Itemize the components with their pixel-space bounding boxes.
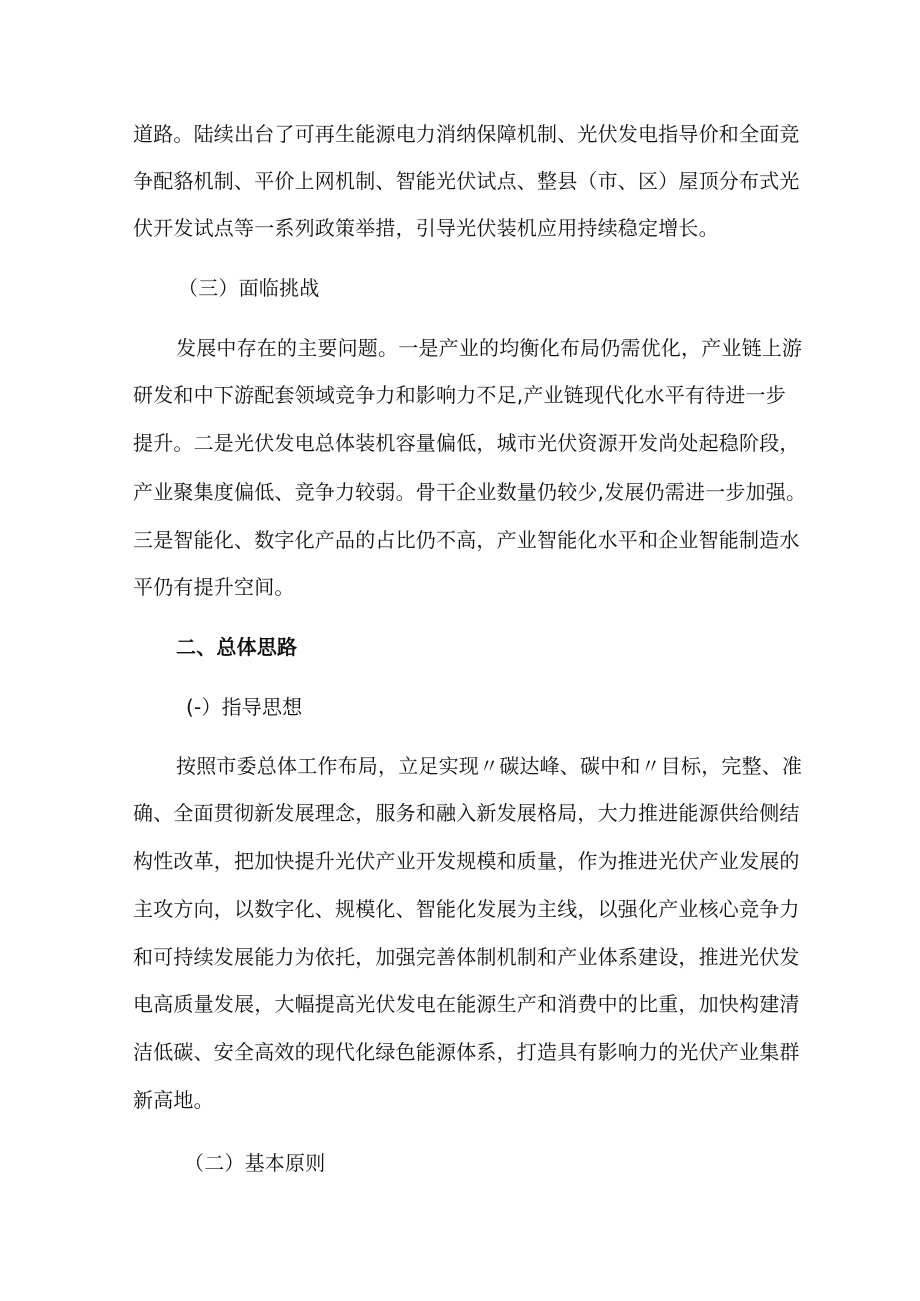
paragraph-line: 三是智能化、数字化产品的占比仍不高，产业智能化水平和企业智能制造水	[133, 528, 800, 552]
paragraph-line: 争配貉机制、平价上网机制、智能光伏试点、整县（市、区）屋顶分布式光	[133, 169, 800, 193]
paragraph-line: 发展中存在的主要问题。一是产业的均衡化布局仍需优化，产业链上游	[176, 336, 803, 360]
paragraph-line: 和可持续发展能力为依托，加强完善体制机制和产业体系建设，推进光伏发	[133, 945, 800, 969]
paragraph-line: 产业聚集度偏低、竞争力较弱。骨干企业数量仍较少,发展仍需进一步加强。	[133, 480, 807, 504]
subheading-principles: （二）基本原则	[184, 1151, 326, 1175]
paragraph-line: 新高地。	[133, 1088, 214, 1112]
paragraph-line: 按照市委总体工作布局，立足实现〃碳达峰、碳中和〃目标，完整、准	[176, 754, 803, 778]
subheading-guiding: (-）指导思想	[186, 695, 303, 719]
paragraph-line: 洁低碳、安全高效的现代化绿色能源体系，打造具有影响力的光伏产业集群	[133, 1040, 800, 1064]
paragraph-line: 提升。二是光伏发电总体装机容量偏低，城市光伏资源开发尚处起稳阶段，	[133, 431, 800, 455]
subheading-challenges: （三）面临挑战	[178, 276, 320, 300]
paragraph-line: 确、全面贯彻新发展理念，服务和融入新发展格局，大力推进能源供给侧结	[133, 801, 800, 825]
paragraph-line: 构性改革，把加快提升光伏产业开发规模和质量，作为推进光伏产业发展的	[133, 849, 800, 873]
paragraph-line: 主攻方向，以数字化、规模化、智能化发展为主线，以强化产业核心竞争力	[133, 897, 800, 921]
section-title: 二、总体思路	[176, 635, 298, 659]
paragraph-line: 研发和中下游配套领域竞争力和影响力不足,产业链现代化水平有待进一步	[133, 383, 786, 407]
paragraph-line: 平仍有提升空间。	[133, 575, 295, 599]
paragraph-line: 道路。陆续出台了可再生能源电力消纳保障机制、光伏发电指导价和全面竞	[133, 122, 800, 146]
paragraph-line: 伏开发试点等一系列政策举措，引导光伏装机应用持续稳定增长。	[133, 216, 719, 240]
paragraph-line: 电高质量发展，大幅提高光伏发电在能源生产和消费中的比重，加快构建清	[133, 992, 800, 1016]
